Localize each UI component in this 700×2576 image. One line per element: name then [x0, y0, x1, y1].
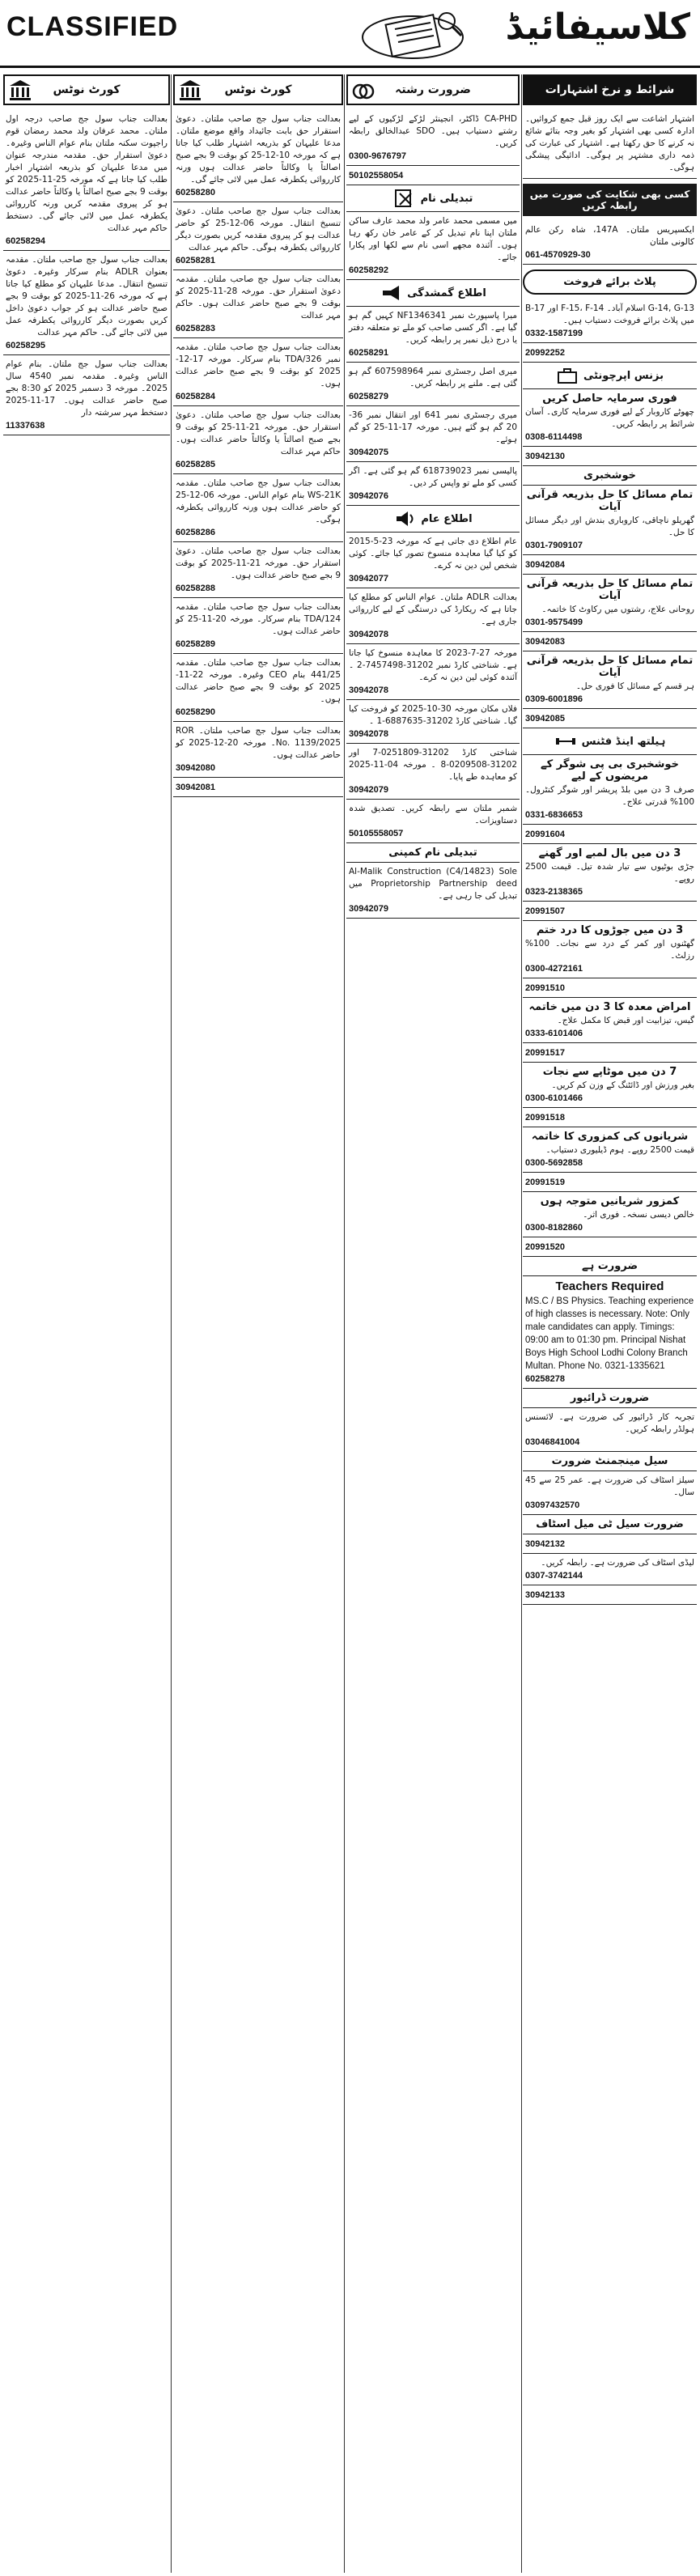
ad-ref-number: 0308-6114498 [525, 432, 583, 442]
ad-body: بعدالت جناب سول جج صاحب ملتان۔ مقدمہ 124/TDA بنام سرکار۔ مورخہ 20-11-25 کو حاضر عدالت ہوں۔ [176, 602, 342, 636]
ad-body: CA-PHD ڈاکٹر، انجینئر لڑکے لڑکیوں کے لیے رشتے دستیاب ہیں۔ SDO عبدالخالق رابطہ کریں۔ [349, 114, 517, 148]
classified-ad [523, 651, 697, 709]
ad-ref-number: 20991507 [525, 906, 565, 916]
ad-body: بعدالت جناب سول جج صاحب ملتان۔ دعویٰ تنسیخ انتقال۔ مورخہ 06-12-25 کو حاضر عدالت ہو کر پیروی مقدمہ کریں بصورت دیگر کارروائی یکطرفہ ہوگی۔ حاکم مہر عدالت [176, 206, 341, 253]
courthouse-icon [8, 79, 32, 101]
teachers-title: Teachers Required [555, 1280, 664, 1293]
ad-body: بعدالت جناب سول جج صاحب ملتان۔ مقدمہ WS-21K بنام عوام الناس۔ مورخہ 06-12-25 کو حاضر عدالت ہوں ورنہ کارروائی یکطرفہ ہوگی۔ [176, 478, 341, 524]
ad-ref-number: 60258289 [176, 639, 215, 649]
ad-title: تمام مسائل کا حل بذریعہ قرآنی آیات [526, 655, 694, 679]
ad-body: میرا پاسپورٹ نمبر NF1346341 کہیں گم ہو گیا ہے۔ اگر کسی صاحب کو ملے تو متعلقہ دفتر یا درج ذیل نمبر پر رابطہ کریں۔ [349, 311, 517, 345]
good-news-title: خوشخبری [583, 469, 636, 482]
ad-ref-number: 20992252 [525, 348, 565, 358]
ad-ref-number: 60258280 [176, 188, 215, 197]
good-news-header [523, 466, 697, 486]
court-notice-ad [3, 355, 170, 435]
classified-ad [346, 863, 520, 919]
ad-ref-number: 60258288 [176, 584, 215, 593]
classified-ad [523, 1173, 697, 1192]
ad-ref-number: 50102558054 [349, 171, 404, 180]
ad-ref-number: 30942130 [525, 452, 565, 461]
driver-title: ضرورت ڈرائیور [570, 1392, 650, 1404]
column-court-notices-2 [173, 74, 343, 2573]
ad-ref-number: 30942078 [349, 729, 388, 739]
classified-ad [523, 555, 697, 575]
classified-ad [523, 755, 697, 825]
ad-ref-number: 60258284 [176, 392, 215, 401]
health-title: ہیلتھ اینڈ فٹنس [581, 735, 666, 748]
business-title: بزنس اپرچونٹی [583, 369, 664, 382]
ad-body: صرف 3 دن میں بلڈ پریشر اور شوگر کنٹرول۔ 100% قدرتی علاج۔ [525, 785, 694, 807]
classified-ad [173, 542, 343, 598]
speaker-icon [393, 509, 416, 528]
court-notice-ad [3, 110, 170, 251]
ad-ref-number: 0300-6101466 [525, 1093, 583, 1103]
ad-title: خوشخبری بی پی شوگر کے مریضوں کے لیے [541, 758, 679, 783]
ad-ref-number: 30942080 [176, 763, 215, 773]
classified-ad [346, 166, 520, 185]
ad-ref-number: 60258285 [176, 460, 215, 469]
ad-title: 3 دن میں جوڑوں کا درد ختم [536, 924, 684, 936]
ad-ref-number: 30942077 [349, 574, 388, 584]
rates-title: شرائط و نرخ اشتہارات [545, 83, 675, 96]
ad-body: پالیسی نمبر 618739023 گم ہو گئی ہے۔ اگر کسی کو ملے تو واپس کر دیں۔ [349, 466, 517, 488]
ad-ref-number: 30942076 [349, 491, 388, 501]
ad-ref-number: 0333-6101406 [525, 1029, 583, 1038]
classified-ad [523, 825, 697, 844]
ad-ref-number: 60258281 [176, 256, 215, 265]
classified-ad [523, 1237, 697, 1257]
classified-ad [523, 998, 697, 1043]
classified-ad [173, 598, 343, 654]
company-change-title: تبدیلی نام کمپنی [388, 847, 477, 859]
classified-ad [173, 406, 343, 474]
classified-ad [173, 202, 343, 270]
health-header [523, 728, 697, 755]
classified-ad [346, 800, 520, 843]
ad-ref-number: 30942132 [525, 1539, 565, 1549]
ad-body: بعدالت جناب سول جج صاحب ملتان۔ مقدمہ دعویٰ استقرار حق۔ مورخہ 28-11-2025 کو بوقت 9 بجے صبح حاضر عدالت ہوں۔ حاکم مہر عدالت [176, 274, 342, 320]
classified-ad [523, 709, 697, 728]
ad-ref-number: 20991518 [525, 1113, 565, 1122]
ad-body: خالص دیسی نسخہ۔ فوری اثر۔ [583, 1210, 694, 1220]
ad-title: 3 دن میں بال لمبے اور گھنے [538, 847, 681, 859]
ad-ref-number: 60258295 [6, 341, 45, 350]
ad-title: تمام مسائل کا حل بذریعہ قرآنی آیات [526, 489, 694, 513]
office-phone: 061-4570929-30 [525, 250, 591, 260]
ad-ref-number: 11337638 [6, 421, 45, 431]
ad-body: بعدالت جناب سول جج صاحب ملتان۔ مقدمہ نمبر 326/TDA بنام سرکار۔ مورخہ 17-12-2025 کو بوقت 9 بجے صبح حاضر عدالت ہوں۔ [176, 342, 341, 388]
ad-body: شمبر ملتان سے رابطہ کریں۔ تصدیق شدہ دستاویزات۔ [349, 804, 517, 825]
column-court-notices-1 [3, 74, 170, 2573]
classified-ad [523, 486, 697, 555]
sales-phone: 03097432570 [525, 1500, 580, 1510]
classified-ad [523, 632, 697, 651]
teachers-ad [523, 1276, 697, 1389]
rates-body: اشتہار اشاعت سے ایک روز قبل جمع کروائیں۔ ادارہ کسی بھی اشتہار کو بغیر وجہ بتائے شائع نہ کرنے کا حق رکھتا ہے۔ اشتہار کی عبارت کی ذمہ داری مشتہر پر ہوگی۔ ادائیگی پیشگی ہوگی۔ [525, 114, 694, 172]
classified-ad [523, 447, 697, 466]
classified-ad [523, 389, 697, 447]
classified-ad [346, 307, 520, 363]
court-notices-title: کورٹ نوٹس [224, 83, 292, 96]
rings-icon [351, 79, 375, 101]
ad-ref-number: 50105558057 [349, 829, 404, 838]
lost-header [346, 280, 520, 307]
classified-ad [523, 978, 697, 998]
court-notices-header [3, 74, 170, 105]
classified-ad [523, 1554, 697, 1585]
ad-body: شناختی کارڈ 31202-0251809-7 اور 31202-0209508-8 ۔ مورخہ 04-11-2025 کو معاہدہ طے پایا۔ [349, 748, 517, 782]
public-notice-title: اطلاع عام [421, 512, 473, 525]
marriage-title: ضرورت رشتہ [395, 83, 471, 96]
ad-ref-number: 60258286 [176, 528, 215, 537]
complaint-banner: کسی بھی شکایت کی صورت میں رابطہ کریں [523, 184, 697, 216]
ad-body: Al-Malik Construction (C4/14823) Sole Proprietorship Partnership deed میں تبدیل کی جا رہی ہے۔ [349, 867, 518, 901]
court-notice-ad [3, 251, 170, 355]
ad-ref-number: 60258283 [176, 324, 215, 333]
section-title-ur: کلاسیفائیڈ [505, 6, 690, 48]
marriage-header [346, 74, 520, 105]
rates-header [523, 74, 697, 105]
plots-header: پلاٹ برائے فروخت [523, 269, 697, 295]
classified-ad [173, 654, 343, 722]
classified-ad [523, 902, 697, 921]
sales-body: سیلز اسٹاف کی ضرورت ہے۔ عمر 25 سے 45 سال۔ [525, 1475, 694, 1497]
ad-title: شریانوں کی کمزوری کا خاتمہ [531, 1131, 689, 1143]
ad-ref-number: 0331-6836653 [525, 810, 583, 820]
ad-ref-number: 60258290 [176, 707, 215, 717]
classified-ad [523, 1192, 697, 1237]
ad-ref-number: 0307-3742144 [525, 1571, 583, 1581]
briefcase-icon [556, 366, 579, 385]
ad-body: لیڈی اسٹاف کی ضرورت ہے۔ رابطہ کریں۔ [541, 1558, 694, 1568]
ad-ref-number: 30942078 [349, 685, 388, 695]
ad-body: گھریلو ناچاقی، کاروباری بندش اور دیگر مسائل کا حل۔ [525, 516, 694, 537]
classified-ad [346, 406, 520, 462]
megaphone-icon [380, 283, 402, 303]
office-address: ایکسپریس ملتان۔ 147A، شاہ رکن عالم کالونی ملتان [525, 225, 694, 247]
ad-title: 7 دن میں موٹاپے سے نجات [542, 1066, 677, 1078]
office-ad [523, 221, 697, 265]
classified-ad [523, 844, 697, 902]
ad-title: کمزور شریانیں متوجہ ہوں [540, 1195, 680, 1207]
ad-body: بعدالت جناب سول جج صاحب ملتان۔ دعویٰ استقرار حق۔ مورخہ 21-11-2025 کو بوقت 9 بجے صبح حاضر عدالت ہوں۔ [176, 546, 341, 580]
ad-body: چھوٹے کاروبار کے لیے فوری سرمایہ کاری۔ آسان شرائط پر رابطہ کریں۔ [525, 407, 694, 429]
classified-ad [346, 110, 520, 166]
classified-ad [523, 1043, 697, 1063]
classified-ad [523, 1534, 697, 1554]
ad-body: مورخہ 27-7-2023 کا معاہدہ منسوخ کیا جاتا ہے۔ شناختی کارڈ نمبر 31202-7457498-2 ۔ آئندہ کوئی لین دین نہ کرے۔ [349, 648, 517, 682]
classified-ad [523, 1127, 697, 1173]
ad-ref-number: 30942079 [349, 904, 388, 914]
ad-ref-number: 60258294 [6, 236, 45, 246]
ad-body: بعدالت جناب سول جج صاحب ملتان۔ مقدمہ بعنوان ADLR بنام سرکار وغیرہ۔ دعویٰ تنسیخ انتقال۔ مدعا علیہان کو مطلع کیا جاتا ہے کہ مورخہ 26-11-2025 کو بوقت 9 بجے صبح حاضر عدالت ہو کر جواب دعویٰ داخل کریں بصورت دیگر کارروائی یکطرفہ عمل میں لائی جائے گی۔ حاکم مہر عدالت [6, 255, 168, 337]
ad-body: بعدالت جناب سول جج صاحب ملتان۔ ROR No. 1139/2025۔ مورخہ 20-12-2025 کو حاضر عدالت ہوں۔ [176, 726, 341, 760]
staff-header [523, 1515, 697, 1534]
teachers-body: MS.C / BS Physics. Teaching experience of high classes is necessary. Note: Only male candidates can apply. Timings: 09:00 am to 01:30 pm. Principal Nishat Boys High School Lodhi Colony Branch Multan. Phone No. 0321-1335621 [525, 1296, 694, 1371]
classified-ad [523, 575, 697, 632]
ad-body: قیمت 2500 روپے۔ ہوم ڈیلیوری دستیاب۔ [545, 1145, 694, 1155]
classified-ad [346, 644, 520, 700]
ad-body: گیس، تیزابیت اور قبض کا مکمل علاج۔ [557, 1016, 694, 1025]
classified-ad [173, 722, 343, 778]
ad-ref-number: 30942084 [525, 560, 565, 570]
sales-header [523, 1452, 697, 1471]
company-change-header [346, 843, 520, 863]
classified-ad [173, 110, 343, 202]
ad-ref-number: 20991604 [525, 830, 565, 839]
ad-ref-number: 30942083 [525, 637, 565, 647]
ad-body: بعدالت ADLR ملتان۔ عوام الناس کو مطلع کیا جاتا ہے کہ ریکارڈ کی درستگی کے لیے کارروائی جاری ہے۔ [349, 592, 518, 626]
masthead [0, 0, 700, 68]
classified-ad [346, 700, 520, 744]
name-change-header [346, 185, 520, 212]
classified-ad [523, 299, 697, 343]
ad-body: بعدالت جناب سول جج ملتان۔ بنام عوام الناس وغیرہ۔ مقدمہ نمبر 4540 سال 2025۔ مورخہ 3 دسمبر 2025 کو 8:30 بجے صبح حاضر عدالت ہوں۔ 17-11-2025 دستخط مہر سرشتہ دار [6, 359, 168, 418]
ad-ref-number: 20991510 [525, 983, 565, 993]
driver-ad [523, 1408, 697, 1452]
lost-title: اطلاع گمشدگی [407, 286, 486, 299]
ad-body: بعدالت جناب سول جج صاحب ملتان۔ مقدمہ 441/25 بنام CEO وغیرہ۔ مورخہ 22-11-2025 کو بوقت 9 بجے صبح حاضر عدالت ہوں۔ [176, 658, 342, 704]
classified-ad [523, 1108, 697, 1127]
sales-title: سیل مینجمنٹ ضرورت [551, 1455, 668, 1467]
ad-body: میں مسمی محمد عامر ولد محمد عارف ساکن ملتان اپنا نام تبدیل کر کے عامر خان رکھ رہا ہوں۔ آئندہ مجھے اسی نام سے لکھا اور پکارا جائے۔ [349, 216, 517, 262]
court-notices-header [173, 74, 343, 105]
driver-body: تجربہ کار ڈرائیور کی ضرورت ہے۔ لائسنس ہولڈر رابطہ کریں۔ [525, 1412, 694, 1434]
driver-phone: 03046841004 [525, 1437, 580, 1447]
ad-body: گھٹنوں اور کمر کے درد سے نجات۔ 100% رزلٹ۔ [525, 939, 694, 961]
ad-ref-number: 30942133 [525, 1590, 565, 1600]
classified-ad [346, 363, 520, 406]
ad-title: تمام مسائل کا حل بذریعہ قرآنی آیات [526, 578, 694, 602]
classified-ad [523, 343, 697, 363]
ad-ref-number: 30942078 [349, 630, 388, 639]
ad-ref-number: 20991519 [525, 1178, 565, 1187]
ad-ref-number: 60258292 [349, 265, 388, 275]
ad-title: فوری سرمایہ حاصل کریں [542, 393, 677, 405]
classified-ad [173, 270, 343, 338]
business-header [523, 363, 697, 389]
column-right [523, 74, 697, 2573]
column-notices [346, 74, 520, 2573]
dumbbell-icon [554, 732, 577, 751]
rates-ad [523, 110, 697, 179]
ad-ref-number: 0309-6001896 [525, 694, 583, 704]
ad-ref-number: 30942081 [176, 783, 215, 792]
wanted-title: ضرورت ہے [581, 1260, 638, 1272]
ad-ref-number: 0332-1587199 [525, 329, 583, 338]
classified-ad [346, 462, 520, 506]
teachers-ref: 60258278 [525, 1374, 565, 1384]
edit-document-icon [393, 189, 416, 208]
ad-body: G-14, G-13 اسلام آباد۔ F-15، F-14 اور B-17 میں پلاٹ برائے فروخت دستیاب ہیں۔ [525, 303, 695, 325]
courthouse-icon [178, 79, 202, 101]
ad-title: امراض معدہ کا 3 دن میں خاتمہ [528, 1001, 691, 1013]
ad-body: عام اطلاع دی جاتی ہے کہ مورخہ 23-5-2015 کو کیا گیا معاہدہ منسوخ تصور کیا جائے۔ کوئی شخص لین دین نہ کرے۔ [349, 537, 517, 571]
sales-ad [523, 1471, 697, 1515]
ad-body: میری رجسٹری نمبر 641 اور انتقال نمبر 36-20 گم ہو گئے ہیں۔ مورخہ 17-11-25 کو گم ہوئے۔ [349, 410, 518, 444]
classified-ad [173, 474, 343, 542]
ad-ref-number: 0323-2138365 [525, 887, 583, 897]
classified-ad [173, 778, 343, 797]
ad-body: میری اصل رجسٹری نمبر 607598964 گم ہو گئی ہے۔ ملنے پر رابطہ کریں۔ [349, 367, 517, 388]
ad-ref-number: 0300-9676797 [349, 151, 406, 161]
section-title-en: CLASSIFIED [6, 11, 179, 42]
name-change-title: تبدیلی نام [420, 192, 473, 205]
classified-ad [346, 588, 520, 644]
driver-header [523, 1389, 697, 1408]
newspaper-illustration-icon [356, 5, 469, 63]
public-notice-header [346, 506, 520, 533]
court-notices-title: کورٹ نوٹس [53, 83, 121, 96]
staff-title: ضرورت سیل ٹی میل اسٹاف [536, 1518, 684, 1530]
classified-ad [346, 533, 520, 588]
ad-ref-number: 60258279 [349, 392, 388, 401]
ad-ref-number: 60258291 [349, 348, 388, 358]
ad-body: بعدالت جناب سول جج صاحب ملتان۔ دعویٰ استقرار حق بابت جائیداد واقع موضع ملتان۔ مدعا علیہان کو بذریعہ اشتہار طلب کیا جاتا ہے کہ مورخہ 10-12-25 کو بوقت 9 بجے صبح اصالتاً یا وکالتاً حاضر عدالت ہوں ورنہ کارروائی یکطرفہ عمل میں لائی جائے گی۔ [176, 114, 342, 185]
classified-ad [523, 1063, 697, 1108]
ad-ref-number: 20991517 [525, 1048, 565, 1058]
ad-body: روحانی علاج، رشتوں میں رکاوٹ کا خاتمہ۔ [541, 605, 694, 614]
classified-ad [523, 1585, 697, 1605]
classified-ad [173, 338, 343, 406]
classified-ad [346, 212, 520, 280]
ad-body: بعدالت جناب سول جج صاحب ملتان۔ دعویٰ استقرار حق۔ مورخہ 21-11-25 کو بوقت 9 بجے صبح اصالتاً یا وکالتاً حاضر عدالت ہوں۔ حاکم مہر عدالت [176, 410, 341, 456]
ad-ref-number: 30942079 [349, 785, 388, 795]
ad-ref-number: 30942075 [349, 448, 388, 457]
ad-body: بغیر ورزش اور ڈائٹنگ کے وزن کم کریں۔ [551, 1080, 694, 1090]
classified-ad [523, 921, 697, 978]
ad-body: فلاں مکان مورخہ 30-10-2025 کو فروخت کیا گیا۔ شناختی کارڈ 31202-6887635-1 ۔ [349, 704, 517, 726]
ad-ref-number: 0300-4272161 [525, 964, 583, 974]
classified-ad [346, 744, 520, 800]
ad-body: بعدالت جناب سول جج صاحب درجہ اول ملتان۔ محمد عرفان ولد محمد رمضان قوم راجپوت سکنہ ملتان بنام عوام الناس وغیرہ۔ دعویٰ استقرار حق۔ مقدمہ مندرجہ عنوان میں مدعا علیہان کو بذریعہ اشتہار اخبار طلب کیا جاتا ہے کہ مورخہ 25-11-2025 کو بوقت 9 بجے صبح اصالتاً یا وکالتاً حاضر عدالت ہو کر پیروی مقدمہ کریں ورنہ کارروائی یکطرفہ عمل میں لائی جائے گی۔ دستخط حاکم مہر عدالت [6, 114, 168, 233]
wanted-header [523, 1257, 697, 1276]
ad-body: ہر قسم کے مسائل کا فوری حل۔ [575, 681, 694, 691]
ad-ref-number: 30942085 [525, 714, 565, 724]
ad-ref-number: 0301-9575499 [525, 617, 583, 627]
ad-ref-number: 20991520 [525, 1242, 565, 1252]
ad-ref-number: 0301-7909107 [525, 541, 583, 550]
ad-ref-number: 0300-8182860 [525, 1223, 583, 1233]
ad-body: جڑی بوٹیوں سے تیار شدہ تیل۔ قیمت 2500 روپے۔ [525, 862, 694, 884]
ad-ref-number: 0300-5692858 [525, 1158, 583, 1168]
